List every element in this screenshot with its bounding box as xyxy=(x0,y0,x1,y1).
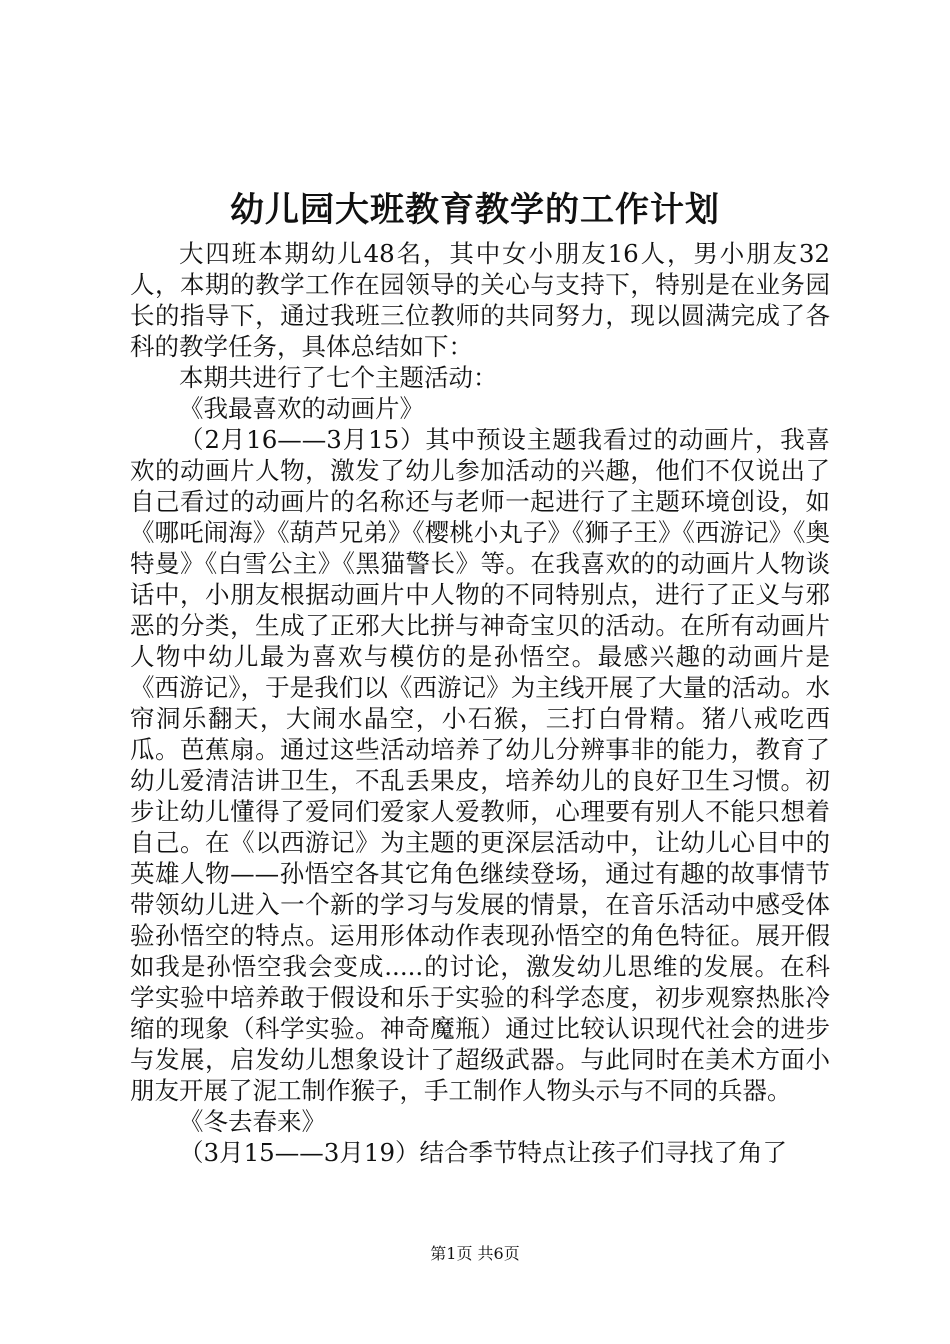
document-body xyxy=(130,238,830,1168)
paragraph-theme-heading-2: 《冬去春来》 xyxy=(179,1107,326,1136)
paragraph-theme-body-1: （2月16——3月15）其中预设主题我看过的动画片，我喜欢的动画片人物，激发了幼儿参加活动的兴趣，他们不仅说出了自己看过的动画片的名称还与老师一起进行了主题环境创设，如《哪吒闹海》《葫芦兄弟》《樱桃小丸子》《狮子王》《西游记》《奥特曼》《白雪公主》《黑猫警长》等。在我喜欢的的动画片人物谈话中，小朋友根据动画片中人物的不同特别点，进行了正义与邪恶的分类，生成了正邪大比拼与神奇宝贝的活动。在所有动画片人物中幼儿最为喜欢与模仿的是孙悟空。最感兴趣的动画片是《西游记》，于是我们以《西游记》为主线开展了大量的活动。水帘洞乐翻天，大闹水晶空，小石猴，三打白骨精。猪八戒吃西瓜。芭蕉扇。通过这些活动培养了幼儿分辨事非的能力，教育了幼儿爱清洁讲卫生，不乱丢果皮，培养幼儿的良好卫生习惯。初步让幼儿懂得了爱同们爱家人爱教师，心理要有别人不能只想着自己。在《以西游记》为主题的更深层活动中，让幼儿心目中的英雄人物——孙悟空各其它角色继续登场，通过有趣的故事情节带领幼儿进入一个新的学习与发展的情景，在音乐活动中感受体验孙悟空的特点。运用形体动作表现孙悟空的角色特征。展开假如我是孙悟空我会变成.....的讨论，激发幼儿思维的发展。在科学实验中培养敢于假设和乐于实验的科学态度，初步观察热胀冷缩的现象（科学实验。神奇魔瓶）通过比较认识现代社会的进步与发展，启发幼儿想象设计了超级武器。与此同时在美术方面小朋友开展了泥工制作猴子，手工制作人物头示与不同的兵器。 xyxy=(130,425,830,1105)
document-title: 幼儿园大班教育教学的工作计划 xyxy=(230,190,720,230)
paragraph-intro: 大四班本期幼儿48名，其中女小朋友16人，男小朋友32人，本期的教学工作在园领导的关心与支持下，特别是在业务园长的指导下，通过我班三位教师的共同努力，现以圆满完成了各科的教学任务，具体总结如下： xyxy=(130,239,830,361)
paragraph-themes-lead: 本期共进行了七个主题活动： xyxy=(179,363,498,392)
page-footer: 第1页 共6页 xyxy=(430,1244,520,1263)
paragraph-theme-body-2: （3月15——3月19）结合季节特点让孩子们寻找了角了 xyxy=(179,1138,788,1167)
paragraph-theme-heading-1: 《我最喜欢的动画片》 xyxy=(179,394,424,423)
